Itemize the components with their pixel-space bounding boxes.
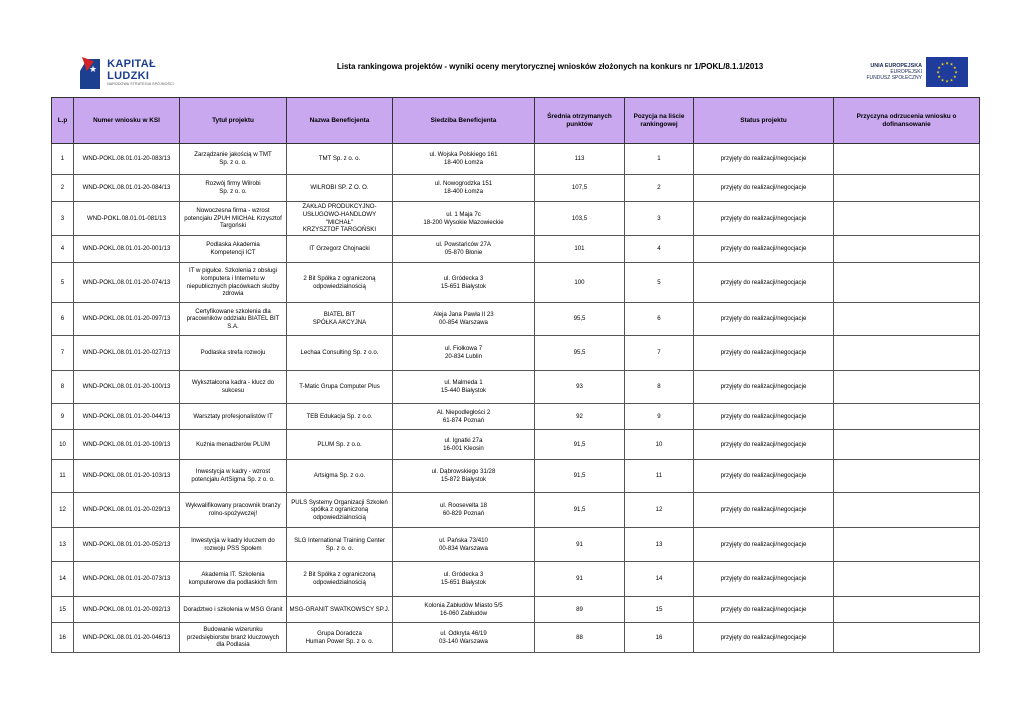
kapital-ludzki-logo (80, 54, 190, 90)
table-row (52, 597, 980, 623)
page-header (0, 0, 1024, 98)
col-beneficiary-name-cell: ZAKŁAD PRODUKCYJNO- USŁUGOWO-HANDLOWY "MICHAŁ" KRZYSZTOF TARGOŃSKI (287, 202, 393, 236)
col-ranking-position-cell: 16 (625, 623, 694, 653)
table-row (52, 493, 980, 528)
col-lp-cell: 7 (52, 336, 74, 371)
eu-star-icon: ★ (952, 65, 957, 70)
col-project-status-cell: przyjęty do realizacji/negocjacje (694, 336, 834, 371)
col-lp-cell: 2 (52, 175, 74, 202)
col-average-points-cell: 88 (535, 623, 625, 653)
col-rejection-reason-cell (834, 528, 980, 562)
col-beneficiary-address-cell: ul. Ignatki 27a 16-001 Kleosin (393, 430, 535, 460)
col-project-status-cell: przyjęty do realizacji/negocjacje (694, 236, 834, 263)
col-beneficiary-name-header: Nazwa Beneficjenta (287, 98, 393, 144)
table-row (52, 336, 980, 371)
col-beneficiary-name-cell: IT Grzegorz Chojnacki (287, 236, 393, 263)
eu-star-icon: ★ (936, 69, 940, 75)
col-average-points-cell: 101 (535, 236, 625, 263)
table-row (52, 460, 980, 493)
eu-star-icon: ★ (940, 77, 945, 83)
col-average-points-cell: 92 (535, 404, 625, 430)
col-beneficiary-address-cell: ul. Pańska 73/410 00-834 Warszawa (393, 528, 535, 562)
kapital-ludzki-emblem-icon: ★ (80, 55, 101, 89)
col-rejection-reason-cell (834, 144, 980, 175)
col-ksi-number-cell: WND-POKL.08.01.01-20-103/13 (74, 460, 180, 493)
col-ksi-number-cell: WND-POKL.08.01.01-20-046/13 (74, 623, 180, 653)
col-average-points-cell: 95,5 (535, 303, 625, 336)
col-ksi-number-header: Numer wniosku w KSI (74, 98, 180, 144)
col-ranking-position-cell: 11 (625, 460, 694, 493)
col-average-points-cell: 91,5 (535, 460, 625, 493)
col-average-points-header: Średnia otrzymanych punktów (535, 98, 625, 144)
logo-subtitle: NARODOWA STRATEGIA SPÓJNOŚCI (107, 81, 174, 86)
col-beneficiary-name-cell: 2 Bit Spółka z ograniczoną odpowiedzialnością (287, 263, 393, 303)
col-ranking-position-cell: 5 (625, 263, 694, 303)
document-title: Lista rankingowa projektów - wyniki oceny merytorycznej wniosków złożonych na konkurs nr 1/POKL/8.1.1/2013 (336, 62, 764, 71)
col-beneficiary-name-cell: MSG-GRANIT SWATKOWSCY SP.J. (287, 597, 393, 623)
col-ksi-number-cell: WND-POKL.08.01.01-20-083/13 (74, 144, 180, 175)
col-ranking-position-cell: 4 (625, 236, 694, 263)
col-project-title-cell: Rozwój firmy Wilrobi Sp. z o. o. (180, 175, 287, 202)
col-rejection-reason-cell (834, 263, 980, 303)
col-beneficiary-name-cell: PULS Systemy Organizacji Szkoleń spółka z ograniczoną odpowiedzialnością (287, 493, 393, 528)
col-average-points-cell: 95,5 (535, 336, 625, 371)
col-lp-cell: 14 (52, 562, 74, 597)
table-body (52, 144, 980, 653)
col-ranking-position-cell: 12 (625, 493, 694, 528)
col-ranking-position-cell: 8 (625, 371, 694, 404)
col-project-status-cell: przyjęty do realizacji/negocjacje (694, 430, 834, 460)
col-rejection-reason-cell (834, 404, 980, 430)
col-beneficiary-name-cell: 2 Bit Spółka z ograniczoną odpowiedzialnością (287, 562, 393, 597)
col-project-title-cell: Kuźnia menadżerów PLUM (180, 430, 287, 460)
col-ranking-position-cell: 13 (625, 528, 694, 562)
col-rejection-reason-cell (834, 460, 980, 493)
col-beneficiary-address-cell: Al. Niepodległości 2 61-874 Poznań (393, 404, 535, 430)
col-project-title-cell: Budowanie wizerunku przedsiębiorstw branż kluczowych dla Podlasia (180, 623, 287, 653)
col-beneficiary-address-cell: Kolonia Zabłudów Miasto 5/5 16-060 Zabłudów (393, 597, 535, 623)
col-ksi-number-cell: WND-POKL.08.01.01-20-100/13 (74, 371, 180, 404)
col-project-title-cell: Podlaska strefa rozwoju (180, 336, 287, 371)
col-average-points-cell: 113 (535, 144, 625, 175)
table-row (52, 623, 980, 653)
col-beneficiary-name-cell: T-Matic Grupa Computer Plus (287, 371, 393, 404)
table-row (52, 144, 980, 175)
col-project-title-cell: Wykwalifikowany pracownik branży rolno-spożywczej! (180, 493, 287, 528)
col-beneficiary-address-cell: Aleja Jana Pawła II 23 00-854 Warszawa (393, 303, 535, 336)
col-ranking-position-cell: 10 (625, 430, 694, 460)
col-ranking-position-cell: 1 (625, 144, 694, 175)
col-average-points-cell: 91 (535, 528, 625, 562)
col-ranking-position-cell: 7 (625, 336, 694, 371)
col-project-title-cell: Inwestycja w kadry - wzrost potencjału ArtSigma Sp. z o. o. (180, 460, 287, 493)
col-beneficiary-name-cell: WILROBI SP. Z O. O. (287, 175, 393, 202)
col-beneficiary-address-cell: ul. Powstańców 27A 05-870 Błonie (393, 236, 535, 263)
eu-star-icon: ★ (940, 61, 945, 67)
col-project-status-cell: przyjęty do realizacji/negocjacje (694, 144, 834, 175)
col-beneficiary-address-cell: ul. Malmeda 1 15-440 Białystok (393, 371, 535, 404)
col-average-points-cell: 100 (535, 263, 625, 303)
col-ksi-number-cell: WND-POKL.08.01.01-20-073/13 (74, 562, 180, 597)
col-project-status-cell: przyjęty do realizacji/negocjacje (694, 371, 834, 404)
col-project-title-cell: Podlaska Akademia Kompetencji ICT (180, 236, 287, 263)
col-rejection-reason-cell (834, 430, 980, 460)
col-beneficiary-name-cell: Lechaa Consulting Sp. z o.o. (287, 336, 393, 371)
col-beneficiary-address-cell: ul. Odkryta 46/19 03-140 Warszawa (393, 623, 535, 653)
col-project-title-cell: Zarządzanie jakością w TMT Sp. z o. o. (180, 144, 287, 175)
col-project-title-cell: Certyfikowane szkolenia dla pracowników oddziału BIATEL BIT S.A. (180, 303, 287, 336)
col-beneficiary-name-cell: BIATEL BIT SPÓŁKA AKCYJNA (287, 303, 393, 336)
col-average-points-cell: 91,5 (535, 493, 625, 528)
col-lp-cell: 15 (52, 597, 74, 623)
col-lp-cell: 4 (52, 236, 74, 263)
eu-star-icon: ★ (954, 69, 958, 75)
col-project-status-cell: przyjęty do realizacji/negocjacje (694, 263, 834, 303)
col-beneficiary-name-cell: TEB Edukacja Sp. z o.o. (287, 404, 393, 430)
col-ranking-position-header: Pozycja na liście rankingowej (625, 98, 694, 144)
col-ranking-position-cell: 15 (625, 597, 694, 623)
col-project-title-cell: Warsztaty profesjonalistów IT (180, 404, 287, 430)
col-beneficiary-address-cell: ul. Fiołkowa 7 20-834 Lublin (393, 336, 535, 371)
col-rejection-reason-cell (834, 336, 980, 371)
col-beneficiary-name-cell: TMT Sp. z o. o. (287, 144, 393, 175)
col-beneficiary-address-cell: ul. Wojska Polskiego 161 18-400 Łomża (393, 144, 535, 175)
eu-logo-line2: EUROPEJSKI (890, 69, 922, 75)
eu-star-icon: ★ (937, 65, 942, 70)
col-ksi-number-cell: WND-POKL.08.01.01-20-044/13 (74, 404, 180, 430)
col-ksi-number-cell: WND-POKL.08.01.01-20-084/13 (74, 175, 180, 202)
col-rejection-reason-cell (834, 175, 980, 202)
col-project-status-cell: przyjęty do realizacji/negocjacje (694, 404, 834, 430)
col-lp-cell: 13 (52, 528, 74, 562)
col-rejection-reason-header: Przyczyna odrzucenia wniosku o dofinansowanie (834, 98, 980, 144)
col-beneficiary-name-cell: Artsigma Sp. z o.o. (287, 460, 393, 493)
col-beneficiary-address-cell: ul. Nowogrodzka 151 18-400 Łomża (393, 175, 535, 202)
col-ksi-number-cell: WND-POKL.08.01.01-20-097/13 (74, 303, 180, 336)
col-project-status-cell: przyjęty do realizacji/negocjacje (694, 562, 834, 597)
col-ksi-number-cell: WND-POKL.08.01.01-081/13 (74, 202, 180, 236)
eu-logo-line3: FUNDUSZ SPOŁECZNY (866, 75, 922, 81)
eu-star-icon: ★ (949, 77, 954, 83)
col-rejection-reason-cell (834, 562, 980, 597)
ranking-table (51, 97, 980, 653)
col-lp-cell: 8 (52, 371, 74, 404)
col-beneficiary-address-cell: ul. Gródecka 3 15-651 Białystok (393, 562, 535, 597)
eu-star-icon: ★ (952, 74, 957, 79)
col-rejection-reason-cell (834, 202, 980, 236)
col-lp-cell: 10 (52, 430, 74, 460)
col-rejection-reason-cell (834, 236, 980, 263)
col-project-title-cell: Inwestycja w kadry kluczem do rozwoju PSS Społem (180, 528, 287, 562)
col-lp-cell: 5 (52, 263, 74, 303)
table-header-row (52, 98, 980, 144)
table-row (52, 371, 980, 404)
col-project-title-cell: Akademia IT. Szkolenia komputerowe dla podlaskich firm (180, 562, 287, 597)
col-average-points-cell: 89 (535, 597, 625, 623)
col-lp-cell: 6 (52, 303, 74, 336)
eu-star-icon: ★ (945, 78, 949, 84)
col-project-status-cell: przyjęty do realizacji/negocjacje (694, 303, 834, 336)
col-average-points-cell: 103,5 (535, 202, 625, 236)
col-lp-cell: 11 (52, 460, 74, 493)
col-beneficiary-name-cell: Grupa Doradcza Human Power Sp. z o. o. (287, 623, 393, 653)
col-lp-cell: 9 (52, 404, 74, 430)
col-project-title-cell: Wykształcona kadra - klucz do sukcesu (180, 371, 287, 404)
eu-logo-line1: UNIA EUROPEJSKA (870, 63, 922, 69)
col-ksi-number-cell: WND-POKL.08.01.01-20-109/13 (74, 430, 180, 460)
col-beneficiary-address-cell: ul. Roosevelta 18 60-829 Poznań (393, 493, 535, 528)
col-project-status-cell: przyjęty do realizacji/negocjacje (694, 202, 834, 236)
col-ksi-number-cell: WND-POKL.08.01.01-20-001/13 (74, 236, 180, 263)
table-row (52, 303, 980, 336)
logo-title: KAPITAŁ LUDZKI (107, 57, 157, 82)
col-average-points-cell: 91 (535, 562, 625, 597)
col-ranking-position-cell: 3 (625, 202, 694, 236)
col-ksi-number-cell: WND-POKL.08.01.01-20-074/13 (74, 263, 180, 303)
col-average-points-cell: 93 (535, 371, 625, 404)
table-row (52, 236, 980, 263)
table-row (52, 404, 980, 430)
col-project-status-cell: przyjęty do realizacji/negocjacje (694, 460, 834, 493)
col-project-status-cell: przyjęty do realizacji/negocjacje (694, 175, 834, 202)
col-ranking-position-cell: 6 (625, 303, 694, 336)
col-beneficiary-address-cell: ul. 1 Maja 7c 18-200 Wysokie Mazowieckie (393, 202, 535, 236)
col-rejection-reason-cell (834, 303, 980, 336)
col-ranking-position-cell: 14 (625, 562, 694, 597)
col-beneficiary-name-cell: PLUM Sp. z o.o. (287, 430, 393, 460)
col-ranking-position-cell: 2 (625, 175, 694, 202)
table-row (52, 263, 980, 303)
col-project-title-cell: Nowoczesna firma - wzrost potencjału ZPUH MICHAŁ Krzysztof Targoński (180, 202, 287, 236)
col-rejection-reason-cell (834, 493, 980, 528)
col-beneficiary-address-cell: ul. Dąbrowskiego 31/28 15-872 Białystok (393, 460, 535, 493)
col-ranking-position-cell: 9 (625, 404, 694, 430)
col-lp-cell: 1 (52, 144, 74, 175)
col-rejection-reason-cell (834, 597, 980, 623)
table-row (52, 175, 980, 202)
col-project-status-cell: przyjęty do realizacji/negocjacje (694, 597, 834, 623)
eu-star-icon: ★ (937, 74, 942, 79)
col-project-status-cell: przyjęty do realizacji/negocjacje (694, 528, 834, 562)
col-average-points-cell: 107,5 (535, 175, 625, 202)
col-lp-cell: 12 (52, 493, 74, 528)
col-lp-header: L.p (52, 98, 74, 144)
col-project-title-cell: IT w pigułce. Szkolenia z obsługi komputera i Internetu w niepublicznych placówkach służby zdrowia (180, 263, 287, 303)
table-row (52, 528, 980, 562)
col-beneficiary-address-header: Siedziba Beneficjenta (393, 98, 535, 144)
col-beneficiary-address-cell: ul. Gródecka 3 15-651 Białystok (393, 263, 535, 303)
table-row (52, 202, 980, 236)
col-beneficiary-name-cell: SLG International Training Center Sp. z o. o. (287, 528, 393, 562)
col-ksi-number-cell: WND-POKL.08.01.01-20-052/13 (74, 528, 180, 562)
table-row (52, 430, 980, 460)
eu-logo (862, 56, 970, 88)
eu-star-icon: ★ (945, 60, 949, 66)
eu-flag-icon (926, 57, 968, 87)
eu-star-icon: ★ (949, 61, 954, 67)
col-rejection-reason-cell (834, 371, 980, 404)
col-ksi-number-cell: WND-POKL.08.01.01-20-092/13 (74, 597, 180, 623)
col-ksi-number-cell: WND-POKL.08.01.01-20-027/13 (74, 336, 180, 371)
col-average-points-cell: 91,5 (535, 430, 625, 460)
col-project-status-header: Status projektu (694, 98, 834, 144)
col-rejection-reason-cell (834, 623, 980, 653)
col-ksi-number-cell: WND-POKL.08.01.01-20-029/13 (74, 493, 180, 528)
col-lp-cell: 3 (52, 202, 74, 236)
table-row (52, 562, 980, 597)
col-project-title-cell: Doradztwo i szkolenia w MSG Granit (180, 597, 287, 623)
col-lp-cell: 16 (52, 623, 74, 653)
col-project-title-header: Tytuł projektu (180, 98, 287, 144)
col-project-status-cell: przyjęty do realizacji/negocjacje (694, 623, 834, 653)
col-project-status-cell: przyjęty do realizacji/negocjacje (694, 493, 834, 528)
